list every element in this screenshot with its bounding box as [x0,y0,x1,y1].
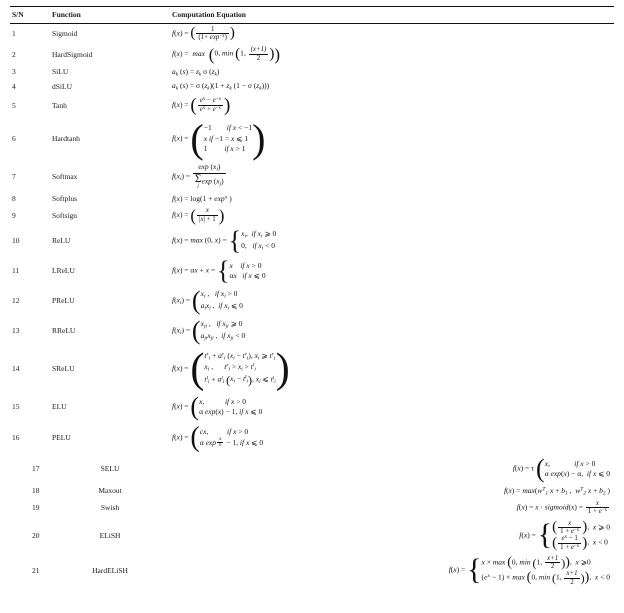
row-function: ReLU [52,236,71,246]
row-function: SReLU [52,364,75,374]
row-equation: f(x) = max ( 0, min ( 1, $\frac{(x+1)}{2}$ ) ) [172,44,281,64]
row-equation: f(x) = { x × max ( 0, min ( 1, $\frac{x+1}{2}$ ) ) , x ⩾0 $(e^x - 1) \times \max$ ( 0, min ( 1, $\frac{x+1}{2}$ ) ) , x < 0 [448,553,610,587]
paper-table-page [0,6,624,613]
row-equation: $f(x_i)$ = $\exp (x_i)$ Σ j $\exp (x_j)$ [172,161,224,189]
row-sn: 10 [12,236,20,246]
row-sn: 1 [12,29,16,39]
table-row [10,226,614,256]
row-function: Softsign [52,210,78,220]
table-row [10,286,614,316]
row-sn: 6 [12,134,16,144]
table-row [10,117,614,161]
row-equation: f(x) = ( cx, if x > 0 α exp $^{\frac{x}{b}}$ − 1, if x ⩽ 0 [172,421,264,453]
table-row [10,24,614,44]
row-equation: f(x) = x · sigmoid(x) = $\frac{x}{1 + e^{-x}}$ [516,500,607,516]
column-header-function: Function [50,7,170,24]
row-equation: f(x) = ( $t^r_i + a^r_i$ $(x_i - t^r_i)$, $x_i$ ⩾ $t^r_i$ $x_i$ , $t^r_i > x_i > t^l_i$ $t^l_i + a^l_i$ ( $x_i - t^l_i$ ) , $x_i$ ⩽ $t^l_i$ ) [172,345,290,392]
row-function: Hardtanh [52,134,80,144]
row-equation: f(x) = τ ( x, if x > 0 α exp(x) − α, if x ⩽ 0 [512,453,610,483]
column-header-equation: Computation Equation [170,7,614,24]
row-sn: 8 [12,193,16,203]
row-sn: 4 [12,81,16,91]
row-function: Sigmoid [52,29,78,39]
row-sn: 20 [32,530,40,540]
row-sn: 9 [12,210,16,220]
row-sn: 12 [12,296,20,306]
row-function: SELU [100,464,120,474]
table-row [10,454,614,484]
row-equation: f(x) = αx + x = { x if x > 0 αx if x ⩽ 0 [172,255,266,285]
table-row [10,44,614,65]
table-row [10,65,614,80]
row-equation: f(x) = ( x, if x > 0 α exp(x) − 1, if x ⩽ 0 [172,391,263,421]
table-row [10,553,614,588]
row-function: Tanh [52,100,67,110]
row-sn: 7 [12,171,16,181]
row-function: dSiLU [52,81,73,91]
row-sn: 5 [12,100,16,110]
row-function: Maxout [98,486,122,496]
row-equation: f(x) = ( $\frac{1}{(1+ \exp^{-x})}$ ) [172,25,235,42]
row-equation: $f(x_i)$ = ( $x_i$ , if $x_i > 0$ $a_ix_i$ , if $x_i$ ⩽ 0 [172,285,243,315]
row-sn: 3 [12,67,16,77]
table-row [10,346,614,392]
table-body [10,24,614,588]
row-function: PReLU [52,296,75,306]
row-sn: 18 [32,486,40,496]
row-equation: f(x) = ( $\frac{e^x - e^{-x}}{e^x + e^{-x}}$ ) [172,94,231,116]
row-equation: $f(x) = \max(w^T_1$ $x + b_1$ , $w^T_2$ $x + b_2$ ) [503,485,610,497]
row-equation: f(x) = ( $\frac{x}{|x| + 1}$ ) [172,205,225,225]
row-sn: 15 [12,402,20,412]
row-function: LReLU [52,266,75,276]
row-sn: 11 [12,266,20,276]
row-equation: $f(x_i)$ = ( $x_{ji}$ , if $x_{ji}$ ⩾ 0 $a_{ji}x_{ji}$ , if $x_{ji} < 0$ [172,315,246,345]
row-equation: f(x) = max (0, x) = { $x_i$, if $x_i$ ⩾ 0 0, if $x_i < 0$ [172,225,277,255]
row-sn: 17 [32,464,40,474]
row-function: Softmax [52,171,78,181]
row-sn: 2 [12,49,16,59]
table-row [10,518,614,553]
row-function: PELU [52,433,71,443]
row-equation: $a_k$ $(s) = z_k$ σ $(z_k)$ [172,66,220,78]
table-row [10,484,614,499]
row-function: Swish [100,503,120,513]
activation-functions-table [10,6,614,588]
row-sn: 16 [12,433,20,443]
row-function: ELiSH [99,530,121,540]
table-row [10,498,614,518]
row-function: SiLU [52,67,69,77]
row-function: ELU [52,402,67,412]
row-equation: f(x) = { ( $\frac{x}{1 + e^{-x}}$ ) , x ⩾ 0 ( $\frac{e^x - 1}{1 + e^{-x}}$ ) , x < 0 [519,518,610,552]
row-equation: $f(x) = \log(1 + \exp^x$ ) [172,193,232,203]
row-equation: $a_k$ (s) = σ $(z_k)(1 + z_k$ (1 − σ $(z_k)$)) [172,81,270,92]
row-function: HardSigmoid [52,49,93,59]
row-sn: 19 [32,503,40,513]
row-function: Softplus [52,193,78,203]
row-sn: 13 [12,326,20,336]
row-function: HardELiSH [92,565,128,575]
column-header-sn: S/N [10,7,50,24]
row-sn: 14 [12,364,20,374]
table-row [10,161,614,192]
table-row [10,422,614,454]
row-equation: f(x) = ( −1 if x < −1 x if −1 = x ⩽ 1 1 if x > 1 ) [172,115,266,161]
table-header-row [10,7,614,24]
row-function: RReLU [52,326,76,336]
table-row [10,192,614,205]
table-row [10,316,614,346]
table-row [10,205,614,226]
table-row [10,256,614,286]
table-row [10,392,614,422]
table-row [10,79,614,94]
table-row [10,94,614,117]
row-sn: 21 [32,565,40,575]
table-header [10,7,614,24]
